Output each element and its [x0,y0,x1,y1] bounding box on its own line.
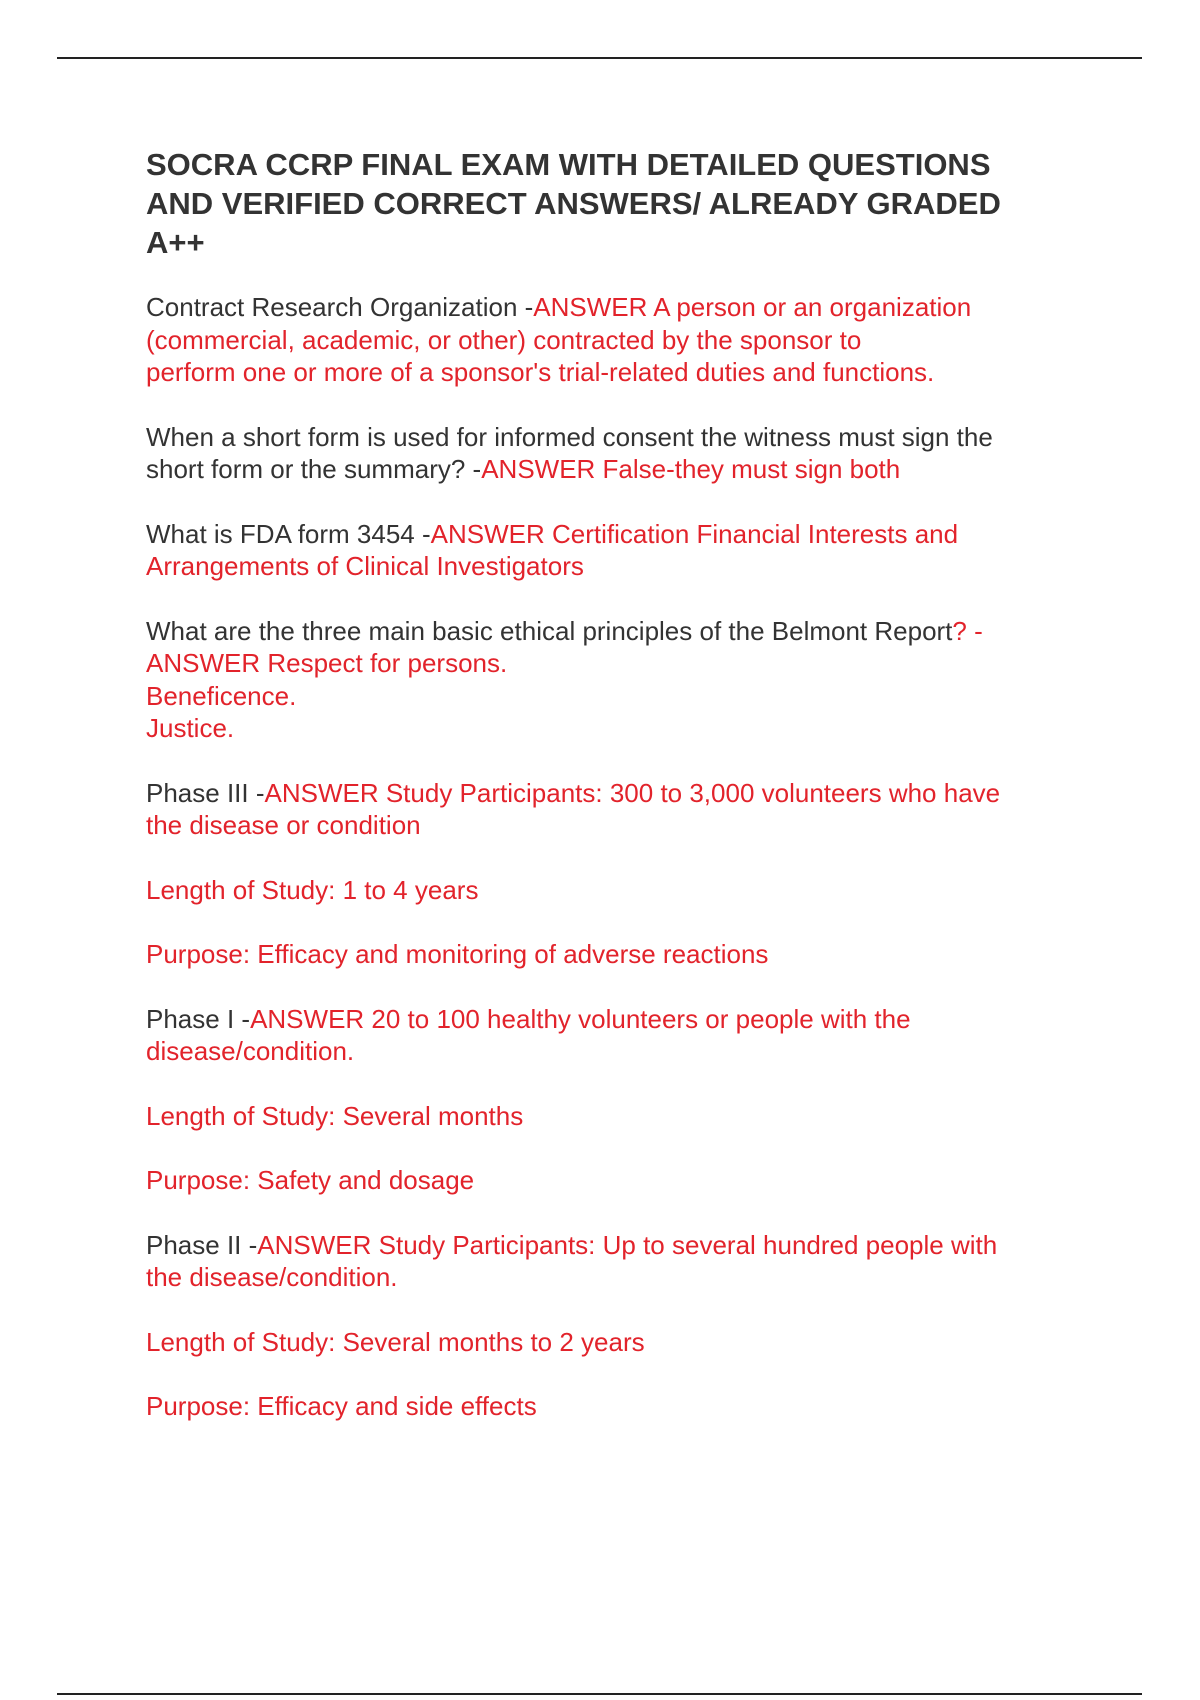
answer-text: ? - [952,615,983,646]
question-text: When a short form is used for informed consent the witness must sign the [146,421,993,452]
top-rule [57,57,1142,59]
qa-item-cro [146,291,1086,389]
document-body [146,145,1086,1455]
answer-text: the disease/condition. [146,1262,398,1292]
question-text: short form or the summary? - [146,454,482,484]
answer-text: Beneficence. [146,680,297,711]
title-line: A++ [146,225,205,260]
answer-extra: Length of Study: Several months [146,1100,524,1131]
question-text: Contract Research Organization - [146,292,534,322]
qa-item-phase-1 [146,1003,1086,1068]
answer-text: ANSWER A person or an organization [533,292,972,322]
answer-text: ANSWER Study Participants: 300 to 3,000 volunteers who have [264,777,1001,808]
qa-item-phase-3 [146,777,1086,842]
answer-text: ANSWER 20 to 100 healthy volunteers or people with the [250,1003,911,1034]
answer-text: Justice. [146,713,235,743]
answer-extra: Length of Study: Several months to 2 years [146,1326,645,1357]
question-text: Phase I - [146,1003,251,1034]
title-line: AND VERIFIED CORRECT ANSWERS/ ALREADY GRADED [146,186,1001,221]
question-text: What is FDA form 3454 - [146,518,431,549]
question-text: What are the three main basic ethical principles of the Belmont Report [146,615,953,646]
qa-item-phase-2 [146,1229,1086,1294]
qa-item-belmont [146,615,1086,745]
answer-extra: Purpose: Safety and dosage [146,1165,475,1195]
answer-text: ANSWER Certification Financial Interests and [430,518,959,549]
answer-text: Arrangements of Clinical Investigators [146,551,584,581]
qa-item-fda-form [146,518,1086,583]
question-text: Phase II - [146,1229,258,1260]
answer-text: disease/condition. [146,1036,355,1066]
question-text: Phase III - [146,777,265,808]
answer-text: ANSWER False-they must sign both [481,454,901,484]
answer-extra: Purpose: Efficacy and side effects [146,1391,537,1421]
title-line: SOCRA CCRP FINAL EXAM WITH DETAILED QUESTIONS [146,147,991,182]
answer-text: ANSWER Respect for persons. [146,648,508,678]
document-title [146,145,1086,262]
qa-item-short-form [146,421,1086,486]
bottom-rule [57,1693,1142,1695]
answer-text: (commercial, academic, or other) contracted by the sponsor to [146,324,862,355]
answer-extra: Length of Study: 1 to 4 years [146,874,479,905]
answer-text: the disease or condition [146,810,421,840]
answer-text: ANSWER Study Participants: Up to several hundred people with [257,1229,998,1260]
answer-text: perform one or more of a sponsor's trial-related duties and functions. [146,357,935,387]
answer-extra: Purpose: Efficacy and monitoring of adverse reactions [146,939,769,969]
